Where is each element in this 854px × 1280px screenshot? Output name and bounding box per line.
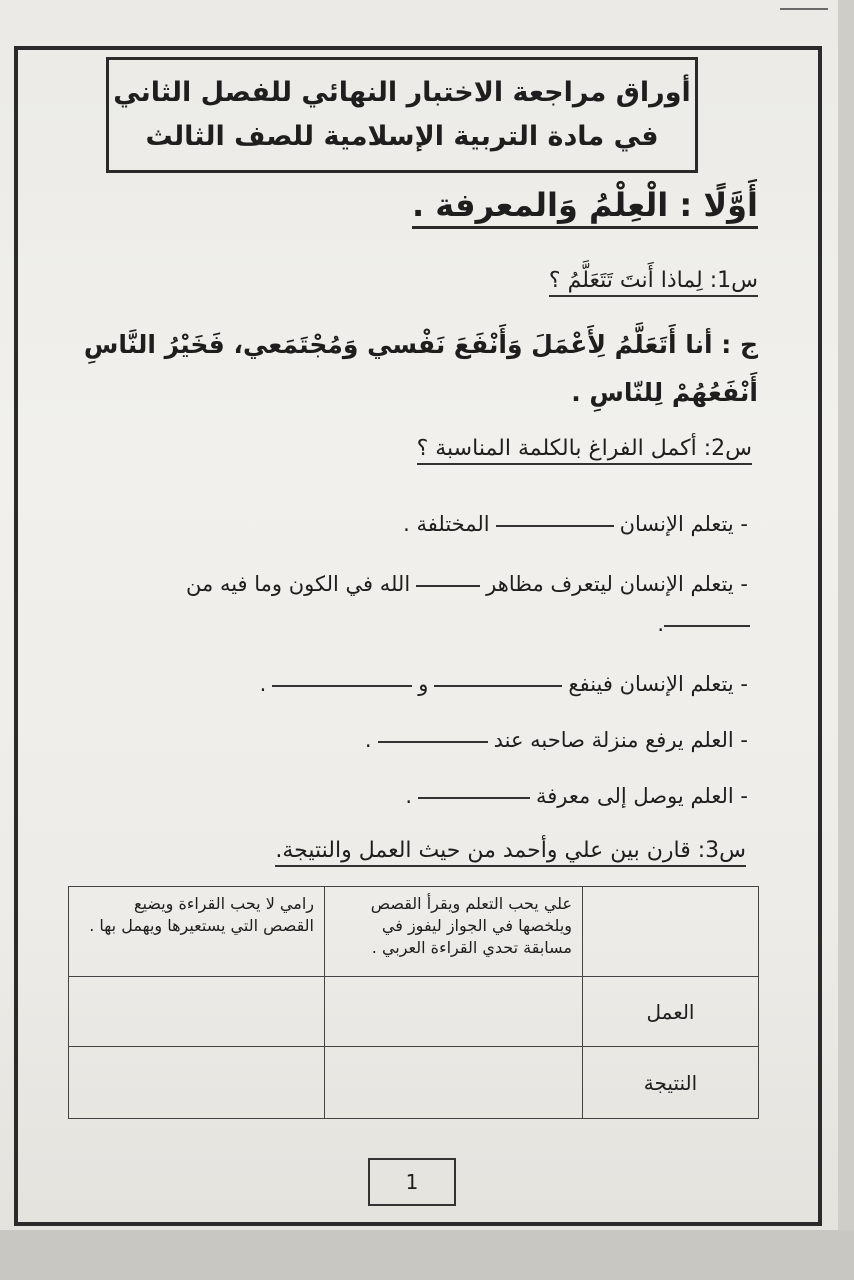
table-row-result <box>69 1047 759 1119</box>
fill-item-5 <box>405 784 748 808</box>
question-2: س2: أكمل الفراغ بالكلمة المناسبة ؟ <box>417 436 752 465</box>
answer-1-line-1: ج : أنا أَتَعَلَّمُ لِأَعْمَلَ وَأَنْفَعَ نَفْسي وَمُجْتَمَعي، فَخَيْرُ النَّاسِ <box>83 330 758 359</box>
fill-item-1 <box>403 512 748 536</box>
blank-5[interactable] <box>272 683 412 687</box>
question-1: س1: لِماذا أَنتَ تَتَعَلَّمُ ؟ <box>549 268 758 297</box>
fill-item-2-continued <box>657 612 750 636</box>
fill-item-1-before: - يتعلم الإنسان <box>619 512 748 536</box>
stray-mark <box>780 8 828 10</box>
rami-work-cell[interactable] <box>69 977 325 1047</box>
title-box <box>106 57 698 173</box>
work-label: العمل <box>583 977 759 1047</box>
ali-work-cell[interactable] <box>325 977 583 1047</box>
table-row-work <box>69 977 759 1047</box>
title-line-1: أوراق مراجعة الاختبار النهائي للفصل الثاني <box>113 77 691 108</box>
page-number-box <box>368 1158 456 1206</box>
blank-3[interactable] <box>664 623 750 627</box>
blank-7[interactable] <box>418 795 530 799</box>
fill-item-4-after: . <box>364 728 372 752</box>
section-heading: أَوَّلًا : الْعِلْمُ وَالمعرفة . <box>412 186 758 229</box>
blank-6[interactable] <box>378 739 488 743</box>
fill-item-4-before: - العلم يرفع منزلة صاحبه عند <box>493 728 748 752</box>
fill-item-3-and: و <box>418 672 429 696</box>
blank-4[interactable] <box>434 683 562 687</box>
fill-item-2-before: - يتعلم الإنسان ليتعرف مظاهر <box>486 572 748 596</box>
fill-item-1-after: المختلفة . <box>403 512 490 536</box>
rami-description-cell: رامي لا يحب القراءة ويضيع القصص التي يستعيرها ويهمل بها . <box>69 887 325 977</box>
page-number: 1 <box>405 1170 419 1194</box>
fill-item-2-end: . <box>657 612 664 636</box>
ali-result-cell[interactable] <box>325 1047 583 1119</box>
comparison-table <box>68 886 759 1119</box>
fill-item-3-after: . <box>259 672 267 696</box>
question-3: س3: قارن بين علي وأحمد من حيث العمل والنتيجة. <box>275 838 746 867</box>
table-header-row <box>69 887 759 977</box>
fill-item-5-after: . <box>405 784 412 808</box>
title-line-2: في مادة التربية الإسلامية للصف الثالث <box>145 121 659 152</box>
fill-item-2-after: الله في الكون وما فيه من <box>186 572 411 596</box>
fill-item-5-before: - العلم يوصل إلى معرفة <box>536 784 748 808</box>
fill-item-3 <box>260 672 748 696</box>
ali-description-cell: علي يحب التعلم ويقرأ القصص ويلخصها في الجواز ليفوز في مسابقة تحدي القراءة العربي . <box>325 887 583 977</box>
fill-item-3-before: - يتعلم الإنسان فينفع <box>568 672 748 696</box>
table-corner-cell <box>583 887 759 977</box>
fill-item-4 <box>365 728 748 752</box>
fill-item-2 <box>186 572 748 596</box>
blank-2[interactable] <box>416 583 480 587</box>
paper-fold <box>838 0 854 1280</box>
table-surface <box>0 1230 854 1280</box>
answer-1-line-2: أَنْفَعُهُمْ لِلنّاسِ . <box>571 378 758 407</box>
blank-1[interactable] <box>496 523 614 527</box>
rami-result-cell[interactable] <box>69 1047 325 1119</box>
result-label: النتيجة <box>583 1047 759 1119</box>
